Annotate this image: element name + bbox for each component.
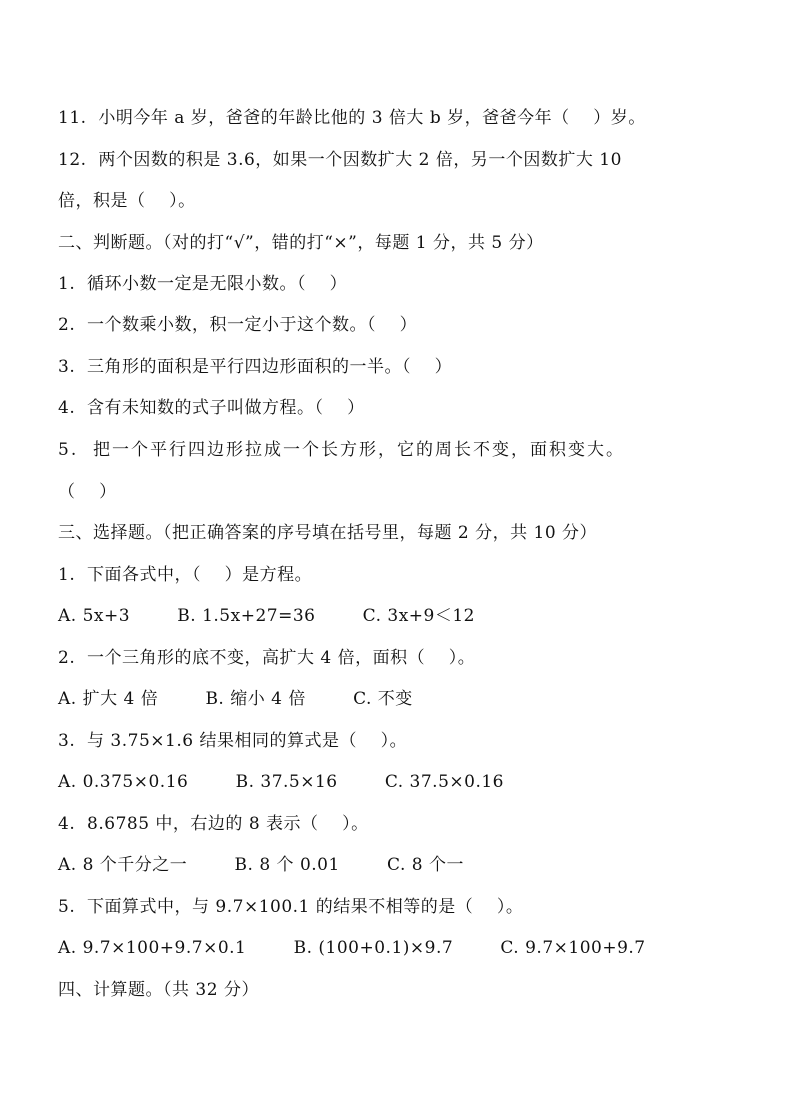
true-false-item-3: 3. 三角形的面积是平行四边形面积的一半。（ ） xyxy=(58,357,453,377)
section-heading-calculation: 四、计算题。（共 32 分） xyxy=(58,980,259,1000)
choice-question-1: 1. 下面各式中，（ ）是方程。 xyxy=(58,565,313,585)
question-12-continued: 倍，积是（ ）。 xyxy=(58,191,196,211)
choice-question-3-options: A. 0.375×0.16 B. 37.5×16 C. 37.5×0.16 xyxy=(58,772,504,792)
section-heading-true-false: 二、判断题。（对的打“√”，错的打“×”，每题 1 分，共 5 分） xyxy=(58,233,544,253)
question-11: 11. 小明今年 a 岁，爸爸的年龄比他的 3 倍大 b 岁，爸爸今年（ ）岁。 xyxy=(58,108,646,128)
true-false-item-5-continued: （ ） xyxy=(58,482,117,502)
choice-question-4-options: A. 8 个千分之一 B. 8 个 0.01 C. 8 个一 xyxy=(58,855,464,875)
choice-question-2-options: A. 扩大 4 倍 B. 缩小 4 倍 C. 不变 xyxy=(58,689,413,709)
question-12: 12. 两个因数的积是 3.6，如果一个因数扩大 2 倍，另一个因数扩大 10 xyxy=(58,150,622,170)
choice-question-2: 2. 一个三角形的底不变，高扩大 4 倍，面积（ ）。 xyxy=(58,648,476,668)
true-false-item-5: 5. 把一个平行四边形拉成一个长方形，它的周长不变，面积变大。 xyxy=(58,440,626,460)
true-false-item-1: 1. 循环小数一定是无限小数。（ ） xyxy=(58,274,348,294)
true-false-item-4: 4. 含有未知数的式子叫做方程。（ ） xyxy=(58,398,365,418)
choice-question-5-options: A. 9.7×100+9.7×0.1 B. (100+0.1)×9.7 C. 9.7×100+9.7 xyxy=(58,938,646,958)
choice-question-3: 3. 与 3.75×1.6 结果相同的算式是（ ）。 xyxy=(58,731,408,751)
choice-question-4: 4. 8.6785 中，右边的 8 表示（ ）。 xyxy=(58,814,369,834)
choice-question-1-options: A. 5x+3 B. 1.5x+27=36 C. 3x+9＜12 xyxy=(58,606,475,626)
true-false-item-2: 2. 一个数乘小数，积一定小于这个数。（ ） xyxy=(58,315,418,335)
choice-question-5: 5. 下面算式中，与 9.7×100.1 的结果不相等的是（ ）。 xyxy=(58,897,524,917)
section-heading-multiple-choice: 三、选择题。（把正确答案的序号填在括号里，每题 2 分，共 10 分） xyxy=(58,523,598,543)
